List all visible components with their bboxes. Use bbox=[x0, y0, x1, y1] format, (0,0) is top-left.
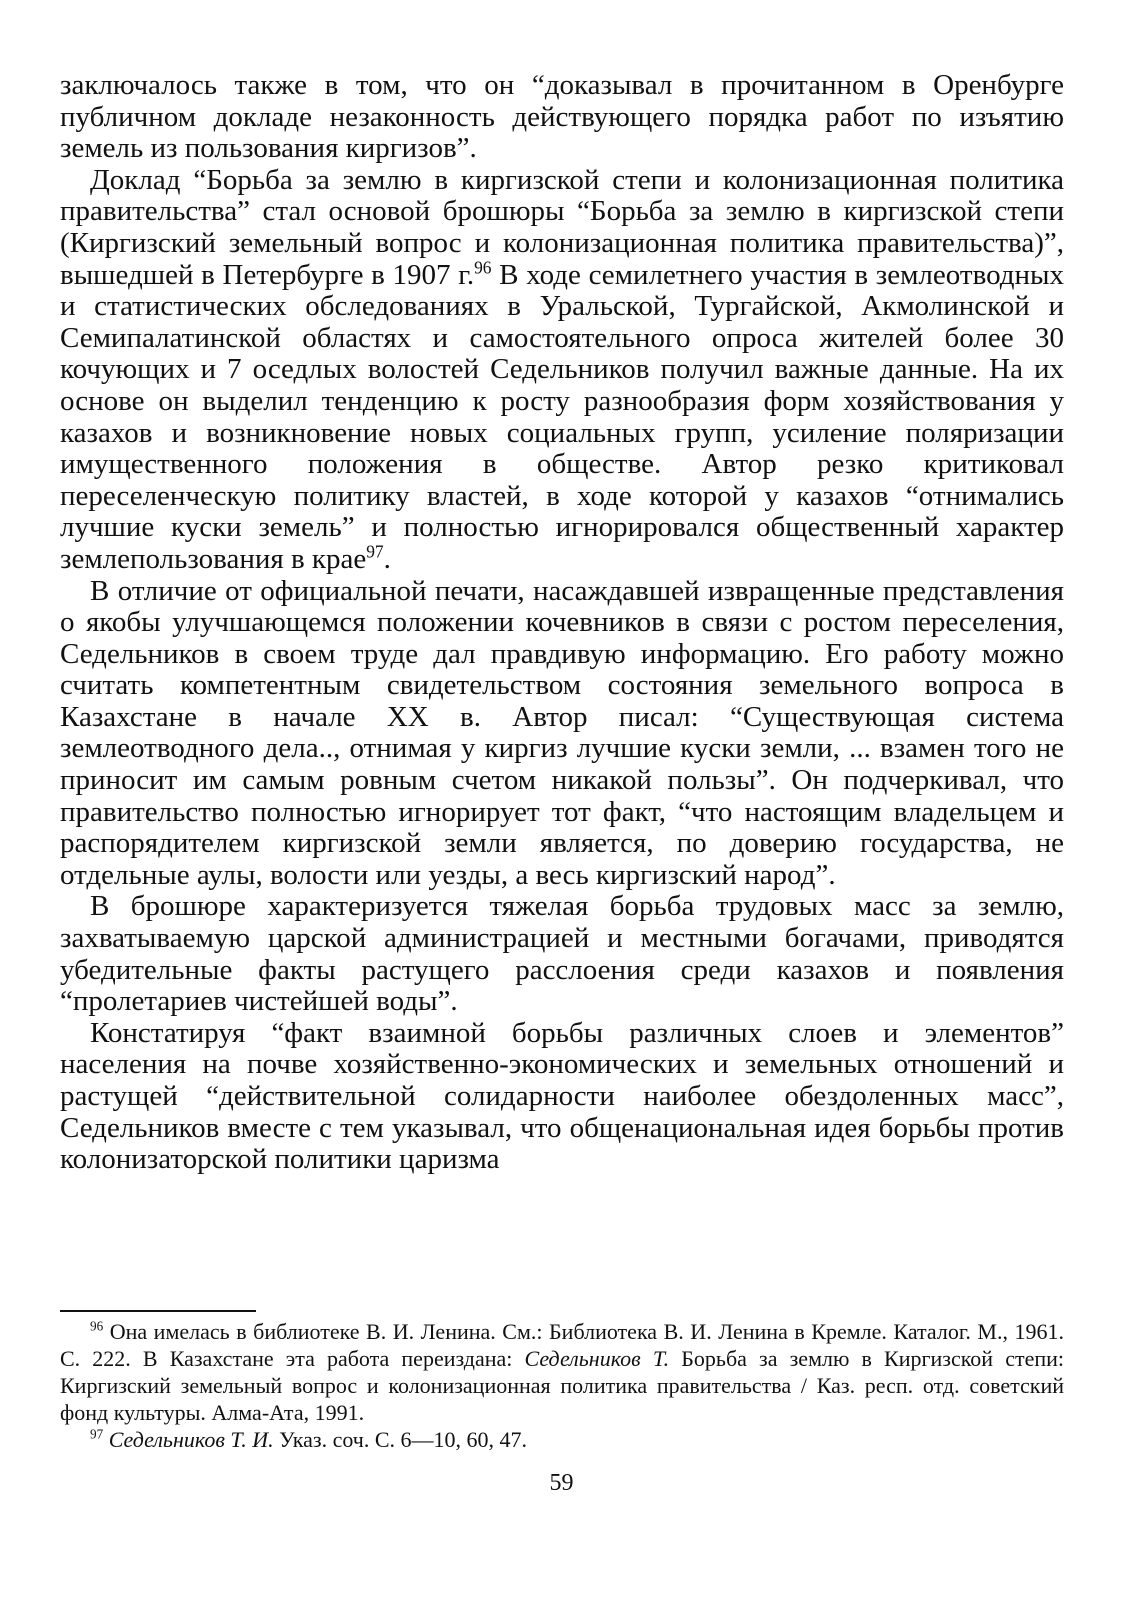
footnote-ref: 96 bbox=[474, 256, 492, 277]
footnote-author: Седельников Т. И. bbox=[108, 1427, 274, 1452]
paragraph-text: заключалось также в том, что он “доказывал в прочитанном в Оренбурге публичном докладе незаконность действующего порядка работ по изъятию земель из пользования киргизов”. bbox=[60, 69, 1064, 165]
paragraph bbox=[60, 576, 1064, 892]
paragraph-text: Доклад “Борьба за землю в киргизской степи и колонизационная политика правительства” стал основой брошюры “Борьба за землю в киргизской степи (Киргизский земельный вопрос и колонизационная политика правительства)”, вышедшей в Петербурге в 1907 г. bbox=[60, 163, 1064, 291]
footnote bbox=[60, 1426, 1064, 1453]
footnote-text: Она имелась в библиотеке В. И. Ленина. См.: Библиотека В. И. Ленина в Кремле. Каталог. М., 1961. С. 222. В Казахстане эта работа переиздана: bbox=[60, 1319, 1064, 1371]
paragraph bbox=[60, 1018, 1064, 1176]
page-number: 59 bbox=[549, 1470, 574, 1496]
footnote-ref: 97 bbox=[366, 541, 384, 562]
footnote bbox=[60, 1318, 1064, 1426]
footnote-number: 96 bbox=[90, 1318, 104, 1334]
footnote-divider bbox=[60, 1310, 256, 1312]
footnotes bbox=[60, 1318, 1064, 1453]
footnote-author: Седельников Т. bbox=[524, 1346, 670, 1371]
paragraph-text: . bbox=[383, 542, 391, 575]
paragraph-text: В ходе семилетнего участия в землеотводных и статистических обследованиях в Уральской, Тургайской, Акмолинской и Семипалатинской областях и самостоятельного опроса жителей более 30 кочующих и 7 оседлых волостей Седельников получил важные данные. На их основе он выделил тенденцию к росту разнообразия форм хозяйствования у казахов и возникновение новых социальных групп, усиление поляризации имущественного положения в обществе. Автор резко критиковал переселенческую политику властей, в ходе которой у казахов “отнимались лучшие куски земель” и полностью игнорировался общественный характер землепользования в крае bbox=[60, 258, 1064, 575]
footnote-text: Борьба за землю в Киргизской степи: Киргизский земельный вопрос и колонизационная политика правительства / Каз. респ. отд. советский фонд культуры. Алма-Ата, 1991. bbox=[60, 1346, 1065, 1425]
paragraph bbox=[60, 891, 1064, 1017]
paragraph-text: В брошюре характеризуется тяжелая борьба трудовых масс за землю, захватываемую царской администрацией и местными богачами, приводятся убедительные факты растущего расслоения среди казахов и появления “пролетариев чистейшей воды”. bbox=[60, 890, 1064, 1018]
paragraph-text: Констатируя “факт взаимной борьбы различных слоев и элементов” населения на почве хозяйственно-экономических и земельных отношений и растущей “действительной солидарности наиболее обездоленных масс”, Седельников вместе с тем указывал, что общенациональная идея борьбы против колонизаторской политики царизма bbox=[60, 1016, 1064, 1176]
paragraph bbox=[60, 165, 1064, 576]
paragraph bbox=[60, 70, 1064, 165]
footnote-number: 97 bbox=[90, 1426, 104, 1442]
paragraph-text: В отличие от официальной печати, насаждавшей извращенные представления о якобы улучшающемся положении кочевников в связи с ростом переселения, Седельников в своем труде дал правдивую информацию. Его работу можно считать компетентным свидетельством состояния земельного вопроса в Казахстане в начале XX в. Автор писал: “Существующая система землеотводного дела.., отнимая у киргиз лучшие куски земли, ... взамен того не приносит им самым ровным счетом никакой пользы”. Он подчеркивал, что правительство полностью игнорирует тот факт, “что настоящим владельцем и распорядителем киргизской земли является, по доверию государства, не отдельные аулы, волости или уезды, а весь киргизский народ”. bbox=[60, 574, 1064, 891]
footnote-text: Указ. соч. С. 6—10, 60, 47. bbox=[273, 1427, 527, 1452]
main-text bbox=[60, 70, 1064, 1176]
